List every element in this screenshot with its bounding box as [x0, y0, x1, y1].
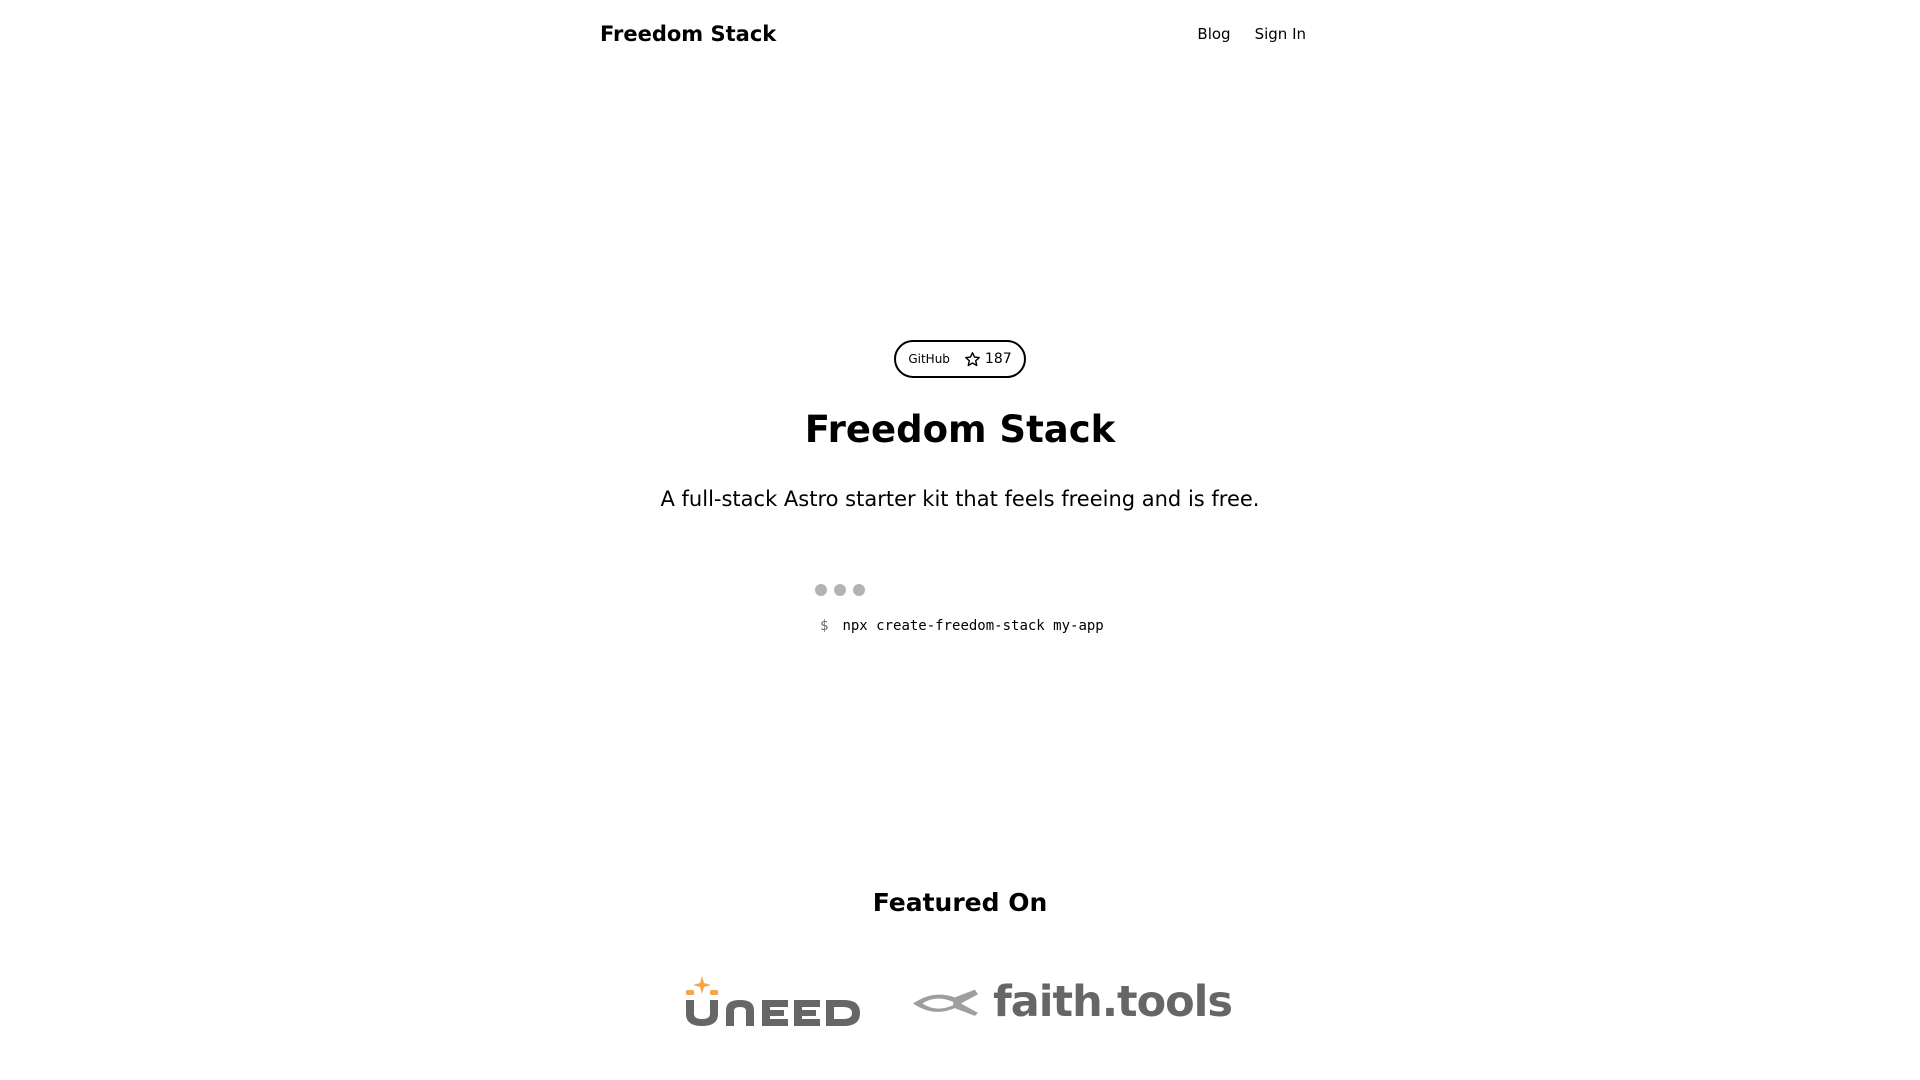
github-stars-button[interactable] [894, 340, 1026, 378]
github-stars [964, 350, 1012, 368]
terminal-dot-2 [834, 584, 846, 596]
terminal-snippet [815, 584, 1115, 636]
brand-link[interactable]: Freedom Stack [600, 22, 777, 46]
fish-icon [910, 982, 981, 1022]
star-count: 187 [984, 351, 1012, 367]
top-nav [1150, 24, 1306, 44]
hero-title: Freedom Stack [804, 408, 1116, 451]
terminal-command-line[interactable] [820, 616, 1104, 636]
nav-blog-link[interactable]: Blog [1197, 25, 1231, 43]
github-label: GitHub [908, 352, 950, 366]
site-header [0, 0, 1920, 68]
terminal-dot-3 [853, 584, 865, 596]
featured-on-title: Featured On [872, 888, 1048, 917]
nav-sign-in-link[interactable]: Sign In [1254, 25, 1306, 43]
terminal-window-dots [815, 584, 865, 596]
star-icon [964, 351, 981, 368]
terminal-dot-1 [815, 584, 827, 596]
uneed-logo [684, 974, 864, 1030]
install-command[interactable]: npx create-freedom-stack my-app [842, 618, 1104, 634]
prompt-symbol: $ [820, 618, 829, 634]
hero-subtitle: A full-stack Astro starter kit that feels freeing and is free. [660, 487, 1260, 511]
faith-tools-logo-link[interactable] [910, 978, 1232, 1026]
faith-tools-wordmark: faith.tools [993, 977, 1232, 1027]
